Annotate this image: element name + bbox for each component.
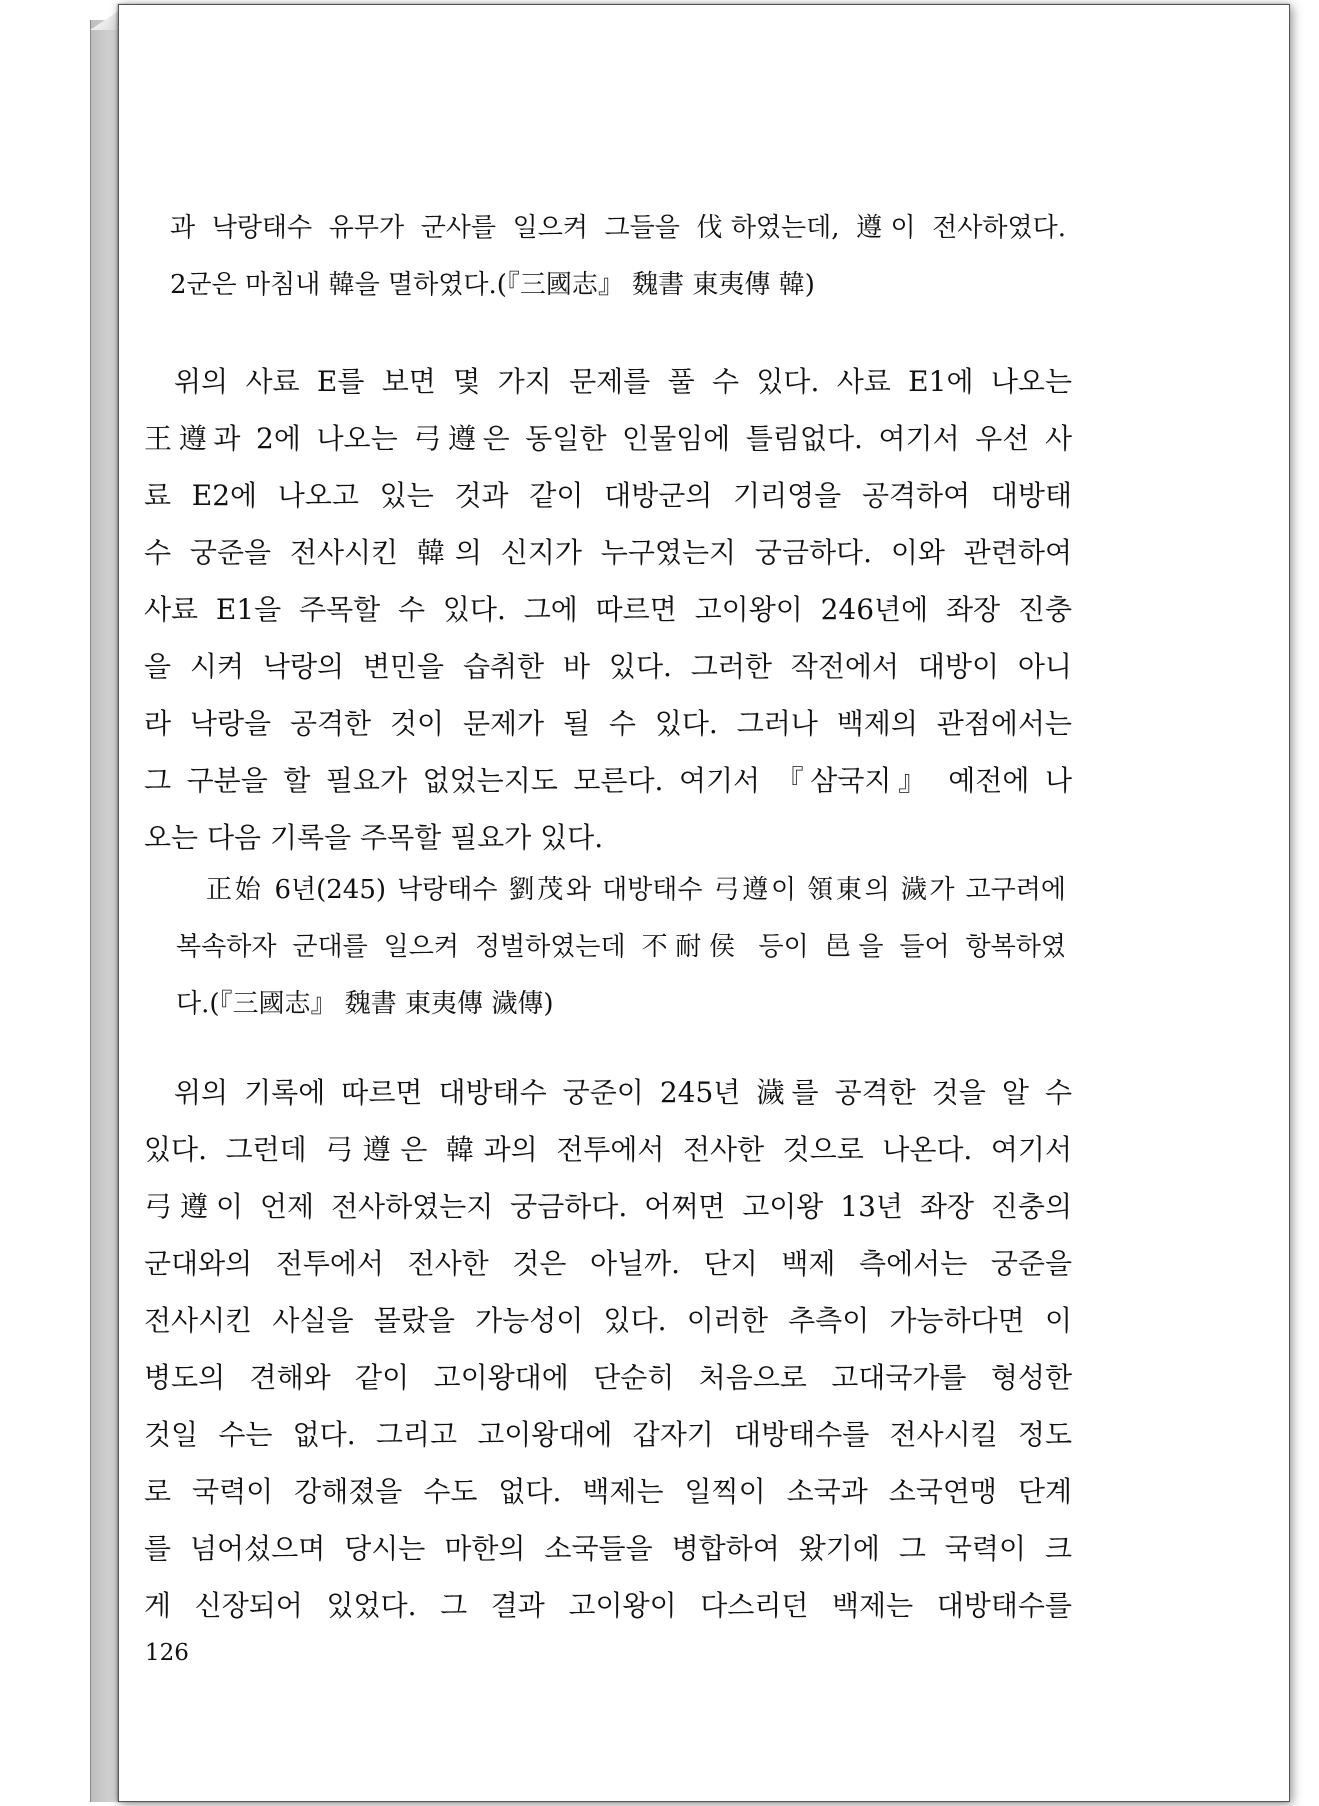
text-line: 正始 6년(245) 낙랑태수 劉茂와 대방태수 弓遵이 領東의 濊가 고구려에 <box>206 875 1066 905</box>
text-line: 을 시켜 낙랑의 변민을 습취한 바 있다. 그러한 작전에서 대방이 아니 <box>144 650 1072 683</box>
text-line: 2군은 마침내 韓을 멸하였다.(『三國志』 魏書 東夷傳 韓) <box>170 270 815 300</box>
text-line: 병도의 견해와 같이 고이왕대에 단순히 처음으로 고대국가를 형성한 <box>144 1361 1072 1394</box>
quote-top <box>170 200 1066 314</box>
text-line: 게 신장되어 있었다. 그 결과 고이왕이 다스리던 백제는 대방태수를 <box>144 1589 1072 1622</box>
text-line: 로 국력이 강해졌을 수도 없다. 백제는 일찍이 소국과 소국연맹 단계 <box>144 1475 1072 1508</box>
text-line: 위의 사료 E를 보면 몇 가지 문제를 풀 수 있다. 사료 E1에 나오는 <box>174 365 1072 398</box>
quote-middle <box>176 862 1066 1033</box>
paragraph-2 <box>144 1064 1072 1634</box>
text-line: 王遵과 2에 나오는 弓遵은 동일한 인물임에 틀림없다. 여기서 우선 사 <box>144 422 1072 455</box>
paragraph-1 <box>144 353 1072 866</box>
text-line: 다.(『三國志』 魏書 東夷傳 濊傳) <box>176 989 554 1019</box>
text-line: 료 E2에 나오고 있는 것과 같이 대방군의 기리영을 공격하여 대방태 <box>144 479 1072 512</box>
text-line: 군대와의 전투에서 전사한 것은 아닐까. 단지 백제 측에서는 궁준을 <box>144 1247 1072 1280</box>
text-line: 전사시킨 사실을 몰랐을 가능성이 있다. 이러한 추측이 가능하다면 이 <box>144 1304 1072 1337</box>
text-line: 과 낙랑태수 유무가 군사를 일으켜 그들을 伐하였는데, 遵이 전사하였다. <box>170 213 1066 243</box>
text-line: 弓遵이 언제 전사하였는지 궁금하다. 어쩌면 고이왕 13년 좌장 진충의 <box>144 1190 1072 1223</box>
text-line: 그 구분을 할 필요가 없었는지도 모른다. 여기서 『삼국지』 예전에 나 <box>144 764 1072 797</box>
text-line: 것일 수는 없다. 그리고 고이왕대에 갑자기 대방태수를 전사시킬 정도 <box>144 1418 1072 1451</box>
text-line: 수 궁준을 전사시킨 韓의 신지가 누구였는지 궁금하다. 이와 관련하여 <box>144 536 1072 569</box>
text-line: 오는 다음 기록을 주목할 필요가 있다. <box>144 821 604 854</box>
text-line: 를 넘어섰으며 당시는 마한의 소국들을 병합하여 왔기에 그 국력이 크 <box>144 1532 1072 1565</box>
text-line: 복속하자 군대를 일으켜 정벌하였는데 不耐侯 등이 邑을 들어 항복하였 <box>176 932 1066 962</box>
page-number: 126 <box>145 1640 189 1666</box>
text-line: 라 낙랑을 공격한 것이 문제가 될 수 있다. 그러나 백제의 관점에서는 <box>144 707 1072 740</box>
text-line: 사료 E1을 주목할 수 있다. 그에 따르면 고이왕이 246년에 좌장 진충 <box>144 593 1072 626</box>
text-line: 위의 기록에 따르면 대방태수 궁준이 245년 濊를 공격한 것을 알 수 <box>174 1076 1072 1109</box>
text-line: 있다. 그런데 弓遵은 韓과의 전투에서 전사한 것으로 나온다. 여기서 <box>144 1133 1072 1166</box>
